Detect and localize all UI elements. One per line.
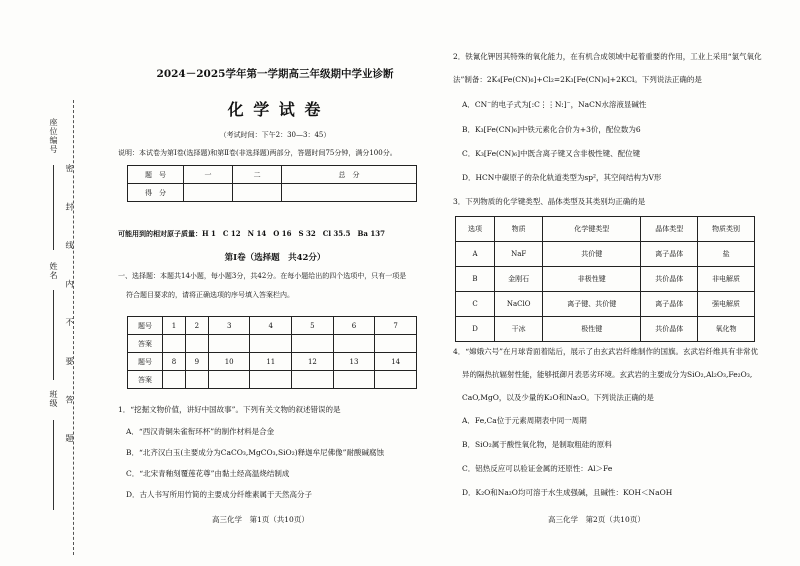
grid-qnum: 8	[163, 353, 186, 371]
q3-cell: 共价晶体	[641, 267, 698, 292]
answer-cell[interactable]	[292, 371, 334, 389]
q3-cell: 极性键	[543, 317, 641, 342]
grid-qnum: 6	[333, 317, 375, 335]
q3-header: 物质	[495, 217, 543, 242]
q2-option-c: C．K₃[Fe(CN)₆]中既含离子键又含非极性键、配位键	[462, 149, 641, 158]
exam-title: 2024－2025学年第一学期高三年级期中学业诊断	[156, 68, 394, 80]
part1-instr-1: 一、选择题：本题共14小题，每小题3分，共42分。在每小题给出的四个选项中，只有一项是	[118, 272, 407, 280]
answer-cell[interactable]	[163, 371, 186, 389]
instructions: 说明：本试卷为第Ⅰ卷(选择题)和第Ⅱ卷(非选择题)两部分，答题时间75分钟，满分100分。	[118, 149, 397, 157]
q4-stem-2: 异的隔热抗辐射性能，能够抵御月表恶劣环境。玄武岩的主要成分为SiO₂,Al₂O₃,Fe₂O₃,	[462, 370, 753, 379]
exam-time: （考试时间：下午2：30—3：45）	[219, 131, 331, 139]
grid-label: 答案	[128, 371, 163, 389]
q3-cell: B	[456, 267, 495, 292]
q2-option-d: D．HCN中碳原子的杂化轨道类型为sp²，其空间结构为V形	[462, 173, 662, 182]
grid-qnum: 9	[185, 353, 208, 371]
answer-cell[interactable]	[250, 335, 292, 353]
grid-qnum: 4	[250, 317, 292, 335]
grid-label: 答案	[128, 335, 163, 353]
grid-qnum: 14	[375, 353, 417, 371]
q3-table	[455, 216, 755, 342]
q4-option-a: A．Fe,Ca位于元素周期表中同一周期	[462, 416, 587, 425]
page-footer-left: 高三化学 第1页（共10页）	[212, 515, 309, 524]
answer-cell[interactable]	[250, 371, 292, 389]
q4-option-b: B．SiO₂属于酸性氧化物，是制取粗硅的原料	[462, 440, 612, 449]
q4-option-c: C．铝热反应可以验证金属的还原性：Al＞Fe	[462, 464, 613, 473]
grid-label: 题号	[128, 353, 163, 371]
name-line	[53, 290, 54, 380]
q3-cell: C	[456, 292, 495, 317]
subject-title: 化 学 试 卷	[227, 100, 323, 119]
score-header: 二	[233, 166, 282, 184]
grid-qnum: 12	[292, 353, 334, 371]
q1-stem: 1．“挖掘文物价值，讲好中国故事”。下列有关文物的叙述错误的是	[118, 405, 341, 414]
q3-cell: 非电解质	[698, 267, 755, 292]
exam-no-line	[53, 165, 54, 250]
q3-cell: D	[456, 317, 495, 342]
answer-grid	[127, 316, 417, 389]
q4-stem-1: 4．“嫦娥六号”在月球背面着陆后，展示了由玄武岩纤维制作的国旗。玄武岩纤维具有非常优	[453, 347, 758, 356]
score-cell[interactable]	[282, 184, 417, 202]
q3-cell: 非极性键	[543, 267, 641, 292]
q3-header: 选项	[456, 217, 495, 242]
q3-cell: NaClO	[495, 292, 543, 317]
answer-cell[interactable]	[185, 371, 208, 389]
q3-cell: NaF	[495, 242, 543, 267]
answer-cell[interactable]	[208, 371, 250, 389]
q3-cell: 共价键	[543, 242, 641, 267]
q3-cell: 氧化物	[698, 317, 755, 342]
score-header: 题 号	[128, 166, 184, 184]
q1-option-c: C．“北宋青釉刻覆莲花尊”由黏土经高温烧结制成	[126, 469, 290, 478]
answer-cell[interactable]	[208, 335, 250, 353]
q3-header: 晶体类型	[641, 217, 698, 242]
grid-qnum: 3	[208, 317, 250, 335]
grid-qnum: 5	[292, 317, 334, 335]
q1-option-b: B．“北齐汉白玉(主要成分为CaCO₃,MgCO₃,SiO₂)释迦牟尼佛像”耐酸碱腐蚀	[126, 448, 384, 457]
grid-qnum: 11	[250, 353, 292, 371]
grid-qnum: 1	[163, 317, 186, 335]
grid-qnum: 13	[333, 353, 375, 371]
q1-option-d: D．古人书写所用竹简的主要成分纤维素属于天然高分子	[126, 490, 313, 499]
page-footer-right: 高三化学 第2页（共10页）	[548, 515, 645, 524]
grid-qnum: 2	[185, 317, 208, 335]
q3-cell: 干冰	[495, 317, 543, 342]
exam-no-label: 座位编号	[49, 118, 58, 154]
score-header: 总 分	[282, 166, 417, 184]
answer-cell[interactable]	[375, 335, 417, 353]
score-cell[interactable]	[184, 184, 233, 202]
class-label: 班级	[49, 390, 58, 408]
score-header: 一	[184, 166, 233, 184]
q3-header: 化学键类型	[543, 217, 641, 242]
grid-qnum: 10	[208, 353, 250, 371]
class-line	[53, 420, 54, 510]
q3-cell: 金刚石	[495, 267, 543, 292]
answer-cell[interactable]	[292, 335, 334, 353]
answer-cell[interactable]	[375, 371, 417, 389]
score-table	[127, 165, 417, 202]
answer-cell[interactable]	[163, 335, 186, 353]
part1-instr-2: 符合题目要求的，请将正确选项的序号填入答案栏内。	[126, 291, 294, 299]
q3-cell: 盐	[698, 242, 755, 267]
q2-stem-2: 法”制备：2K₄[Fe(CN)₆]+Cl₂=2K₃[Fe(CN)₆]+2KCl。下列说法正确的是	[453, 75, 702, 84]
part1-title: 第Ⅰ卷（选择题 共42分）	[224, 253, 326, 263]
q3-cell: A	[456, 242, 495, 267]
q3-cell: 离子晶体	[641, 242, 698, 267]
answer-cell[interactable]	[185, 335, 208, 353]
q2-stem-1: 2．铁氰化钾因其特殊的氧化能力，在有机合成领域中起着重要的作用，工业上采用“氯气氧化	[453, 52, 762, 61]
q4-stem-3: CaO,MgO，以及少量的K₂O和Na₂O。下列说法正确的是	[462, 393, 654, 402]
score-row-label: 得 分	[128, 184, 184, 202]
q2-option-a: A．CN⁻的电子式为[:C⋮⋮N:]⁻，NaCN水溶液显碱性	[462, 100, 647, 109]
answer-cell[interactable]	[333, 335, 375, 353]
q3-cell: 离子晶体	[641, 292, 698, 317]
answer-cell[interactable]	[333, 371, 375, 389]
score-cell[interactable]	[233, 184, 282, 202]
grid-qnum: 7	[375, 317, 417, 335]
name-label: 姓名	[49, 262, 58, 280]
seal-text: 密 封 线 内 不 要 答 题	[65, 164, 74, 456]
atomic-mass: 可能用到的相对原子质量：H 1 C 12 N 14 O 16 S 32 Cl 35.5 Ba 137	[118, 229, 385, 238]
q2-option-b: B．K₃[Fe(CN)₆]中铁元素化合价为+3价，配位数为6	[462, 125, 641, 134]
q3-cell: 离子键、共价键	[543, 292, 641, 317]
q3-header: 物质类别	[698, 217, 755, 242]
q3-stem: 3．下列物质的化学键类型、晶体类型及其类别均正确的是	[453, 197, 646, 206]
grid-label: 题号	[128, 317, 163, 335]
q4-option-d: D．K₂O和Na₂O均可溶于水生成强碱，且碱性：KOH＜NaOH	[462, 488, 673, 497]
q3-cell: 强电解质	[698, 292, 755, 317]
q3-cell: 共价晶体	[641, 317, 698, 342]
q1-option-a: A．“西汉青铜朱雀衔环杯”的制作材料是合金	[126, 427, 275, 436]
